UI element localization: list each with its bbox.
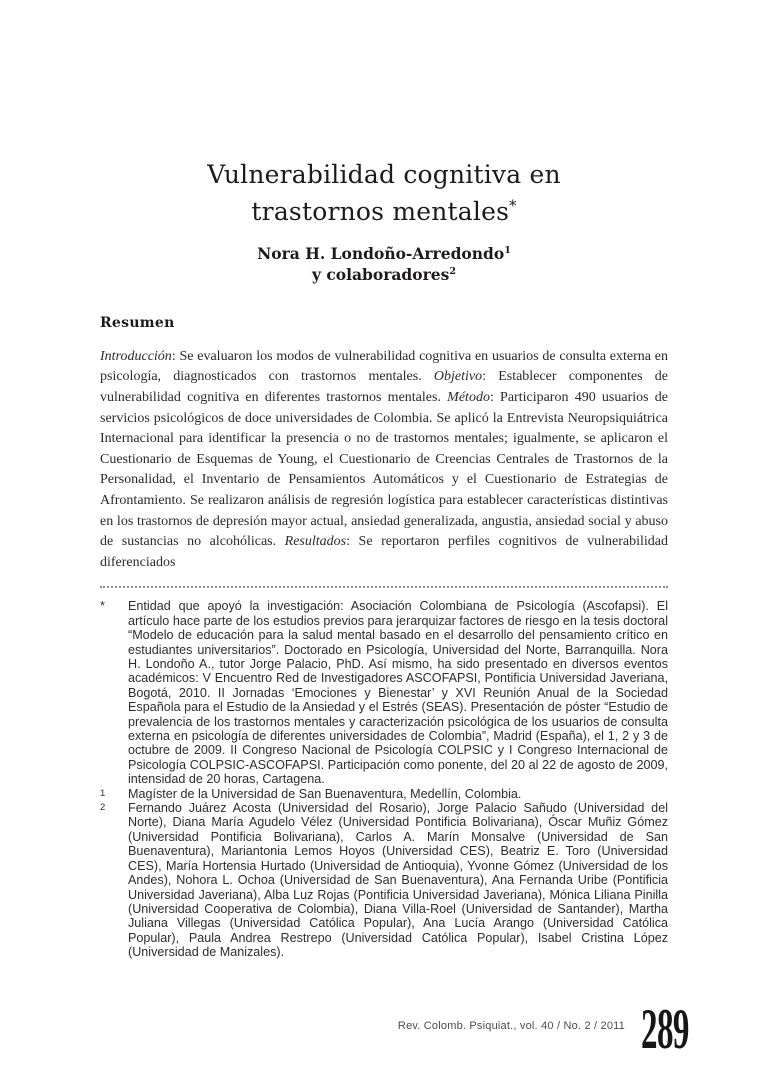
author-footnote-marker: 1 xyxy=(504,244,511,256)
footnote-item xyxy=(100,787,668,801)
footnote-text: Fernando Juárez Acosta (Universidad del Rosario), Jorge Palacio Sañudo (Universidad del Norte), Diana María Agudelo Vélez (Universidad Pontificia Bolivariana), Óscar Muñiz Gómez (Universidad Pontificia Bolivariana), Carlos A. Marín Monsalve (Universidad de San Buenaventura), Mariantonia Lemos Hoyos (Universidad CES), Beatriz E. Toro (Universidad CES), María Hortensia Hurtado (Universidad de Antioquia), Yvonne Gómez (Universidad de los Andes), Nohora L. Ochoa (Universidad de San Buenaventura), Ana Fernanda Uribe (Pontificia Universidad Javeriana), Alba Luz Rojas (Pontificia Universidad Javeriana), Mónica Liliana Pinilla (Universidad Cooperativa de Colombia), Diana Villa-Roel (Universidad de Santander), Martha Juliana Villegas (Universidad Católica Popular), Ana Lucía Arango (Universidad Católica Popular), Paula Andrea Restrepo (Universidad Católica Popular), Isabel Cristina López (Universidad de Manizales). xyxy=(128,801,668,960)
abstract-segment: Resultados xyxy=(284,534,347,550)
title-line-2: trastornos mentales xyxy=(251,196,510,226)
article-title xyxy=(100,157,668,230)
abstract-segment: Método xyxy=(447,390,490,406)
collaborators-footnote-marker: 2 xyxy=(449,265,457,277)
abstract-segment: : Establecer componentes de vulnerabilidad cognitiva en diferentes trastornos mentales. xyxy=(100,369,668,406)
collaborators-line xyxy=(100,265,668,286)
footnote-item xyxy=(100,599,668,786)
content-column xyxy=(100,0,668,960)
abstract-paragraph xyxy=(100,347,668,574)
footnotes-section xyxy=(100,599,668,959)
abstract-segment: : Se reportaron perfiles cognitivos de vulnerabilidad diferenciados xyxy=(100,534,668,570)
footnote-item xyxy=(100,801,668,959)
abstract-segment: : Se evaluaron los modos de vulnerabilidad cognitiva en usuarios de consulta externa en psicología, diagnosticados con trastornos mentales. xyxy=(100,348,668,385)
footnote-text: Entidad que apoyó la investigación: Asociación Colombiana de Psicología (Ascofapsi). El artículo hace parte de los estudios previos para jerarquizar factores de riesgo en la tesis doctoral “Modelo de educación para la salud mental basado en el desarrollo del pensamiento crítico en estudiantes universitarios”. Doctorado en Psicología, Universidad del Norte, Barranquilla. Nora H. Londoño A., tutor Jorge Palacio, PhD. Así mismo, ha sido presentado en diversos eventos académicos: V Encuentro Red de Investigadores ASCOFAPSI, Pontificia Universidad Javeriana, Bogotá, 2010. II Jornadas ‘Emociones y Bienestar’ y XVI Reunión Anual de la Sociedad Española para el Estudio de la Ansiedad y el Estrés (SEAS). Presentación de póster “Estudio de prevalencia de los trastornos mentales y caracterización psicológica de los usuarios de consulta externa en psicología de diferentes universidades de Colombia”, Madrid (España), el 1, 2 y 3 de octubre de 2009. II Congreso Nacional de Psicología COLPSIC y I Congreso Internacional de Psicología COLPSIC-ASCOFAPSI. Participación como ponente, del 20 al 22 de agosto de 2009, intensidad de 20 horas, Cartagena. xyxy=(128,599,668,787)
footnote-marker: 1 xyxy=(100,787,106,799)
title-line-1: Vulnerabilidad cognitiva en xyxy=(207,160,561,189)
abstract-heading: Resumen xyxy=(100,314,175,331)
author-block xyxy=(100,244,668,286)
footnote-marker: * xyxy=(100,599,105,614)
collaborators: y colaboradores xyxy=(311,264,450,284)
abstract-segment: Introducción xyxy=(100,348,172,364)
footnote-marker: 2 xyxy=(100,802,106,814)
page-number: 289 xyxy=(641,998,689,1061)
author-line xyxy=(100,244,668,265)
abstract-segment: : Participaron 490 usuarios de servicios psicológicos de doce universidades de Colombia. Se aplicó la Entrevista Neuropsiquiátrica Internacional para identificar la presencia o no de trastornos mentales; igualmente, se aplicaron el Cuestionario de Esquemas de Young, el Cuestionario de Creencias Centrales de Trastornos de la Personalidad, el Inventario de Pensamientos Automáticos y el Cuestionario de Estrategias de Afrontamiento. Se realizaron análisis de regresión logística para establecer características distintivas en los trastornos de depresión mayor actual, ansiedad generalizada, angustia, ansiedad social y abuso de sustancias no alcohólicas. xyxy=(100,390,669,550)
journal-reference: Rev. Colomb. Psiquiat., vol. 40 / No. 2 / 2011 xyxy=(397,1020,625,1032)
author-name: Nora H. Londoño-Arredondo xyxy=(257,244,505,263)
footnote-separator xyxy=(100,586,668,588)
footnote-text: Magíster de la Universidad de San Buenaventura, Medellín, Colombia. xyxy=(128,786,522,801)
abstract-segment: Objetivo xyxy=(433,369,483,385)
title-footnote-marker: * xyxy=(509,198,517,215)
